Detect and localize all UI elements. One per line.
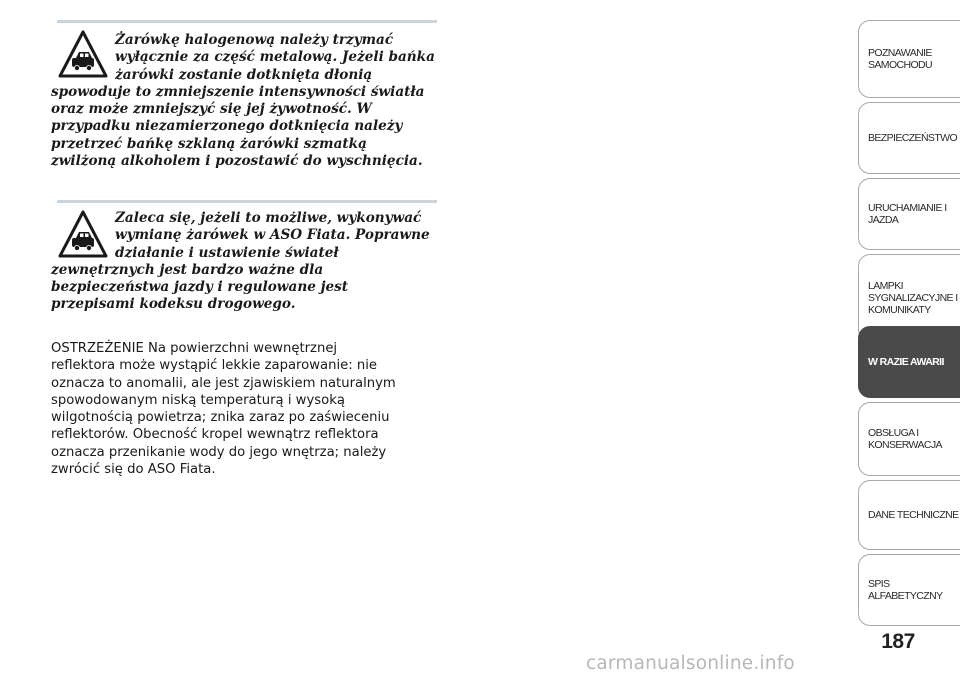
note-line: zwilżoną alkoholem i pozostawić do wyschnięcia. [51,153,423,170]
note-line: Żarówkę halogenową należy trzymać [115,32,394,48]
tab-w-razie-awarii[interactable] [858,326,960,398]
warning-paragraph [51,340,443,478]
note-line: oraz może zmniejszyć się jej żywotność. W [51,101,372,118]
note-line: przypadku niezamierzonego dotknięcia należy [51,118,403,135]
tab-label: LAMPKI SYGNALIZACYJNE I KOMUNIKATY [868,280,958,316]
note-divider [57,200,437,203]
tab-obsluga-i-konserwacja[interactable] [858,402,960,476]
tab-bezpieczenstwo[interactable] [858,102,960,174]
note-text [51,210,443,314]
note-line: przetrzeć bańkę szklaną żarówki szmatką [51,135,367,152]
note-line: Zaleca się, jeżeli to możliwe, wykonywać [115,210,422,226]
tab-dane-techniczne[interactable] [858,480,960,550]
warning-line: oznacza przenikanie wody do jego wnętrza; należy [51,444,387,460]
tab-label: DANE TECHNICZNE [868,509,959,521]
warning-line: OSTRZEŻENIE Na powierzchni wewnętrznej [51,341,338,356]
warning-line: oznacza to anomalii, ale jest zjawiskiem naturalnym [51,375,396,391]
warning-line: zwrócić się do ASO Fiata. [51,462,216,478]
tab-label: OBSŁUGA I KONSERWACJA [868,427,942,451]
note-text [51,32,443,170]
note-divider [57,20,437,23]
warning-line: spowodowanym niską temperaturą i wysoką [51,392,345,408]
warning-line: reflektorów. Obecność kropel wewnątrz reflektora [51,427,379,443]
tab-spis-alfabetyczny[interactable] [858,554,960,626]
warning-line: reflektora może wystąpić lekkie zaparowanie: nie [51,358,378,374]
note-line: wyłącznie za część metalową. Jeżeli bańka [115,49,435,66]
tab-label: W RAZIE AWARII [868,356,944,368]
tab-label: SPIS ALFABETYCZNY [868,578,943,602]
tab-label: URUCHAMIANIE I JAZDA [868,202,947,226]
tab-uruchamianie-i-jazda[interactable] [858,178,960,250]
page-number: 187 [881,630,915,653]
note-line: spowoduje to zmniejszenie intensywności światła [51,83,425,100]
watermark: carmanualsonline.info [586,653,795,674]
warning-line: wilgotnością powietrza; znika zaraz po zaświeceniu [51,410,390,426]
tab-label: POZNAWANIE SAMOCHODU [868,47,933,71]
note-line: zewnętrznych jest bardzo ważne dla [51,261,324,278]
note-line: działanie i ustawienie świateł [115,244,339,261]
tab-poznawanie-samochodu[interactable] [858,20,960,98]
tab-label: BEZPIECZEŃSTWO [868,132,958,144]
note-line: wymianę żarówek w ASO Fiata. Poprawne [115,227,430,244]
note-line: żarówki zostanie dotknięta dłonią [115,66,373,83]
note-line: przepisami kodeksu drogowego. [51,296,296,313]
note-line: bezpieczeństwa jazdy i regulowane jest [51,279,349,296]
